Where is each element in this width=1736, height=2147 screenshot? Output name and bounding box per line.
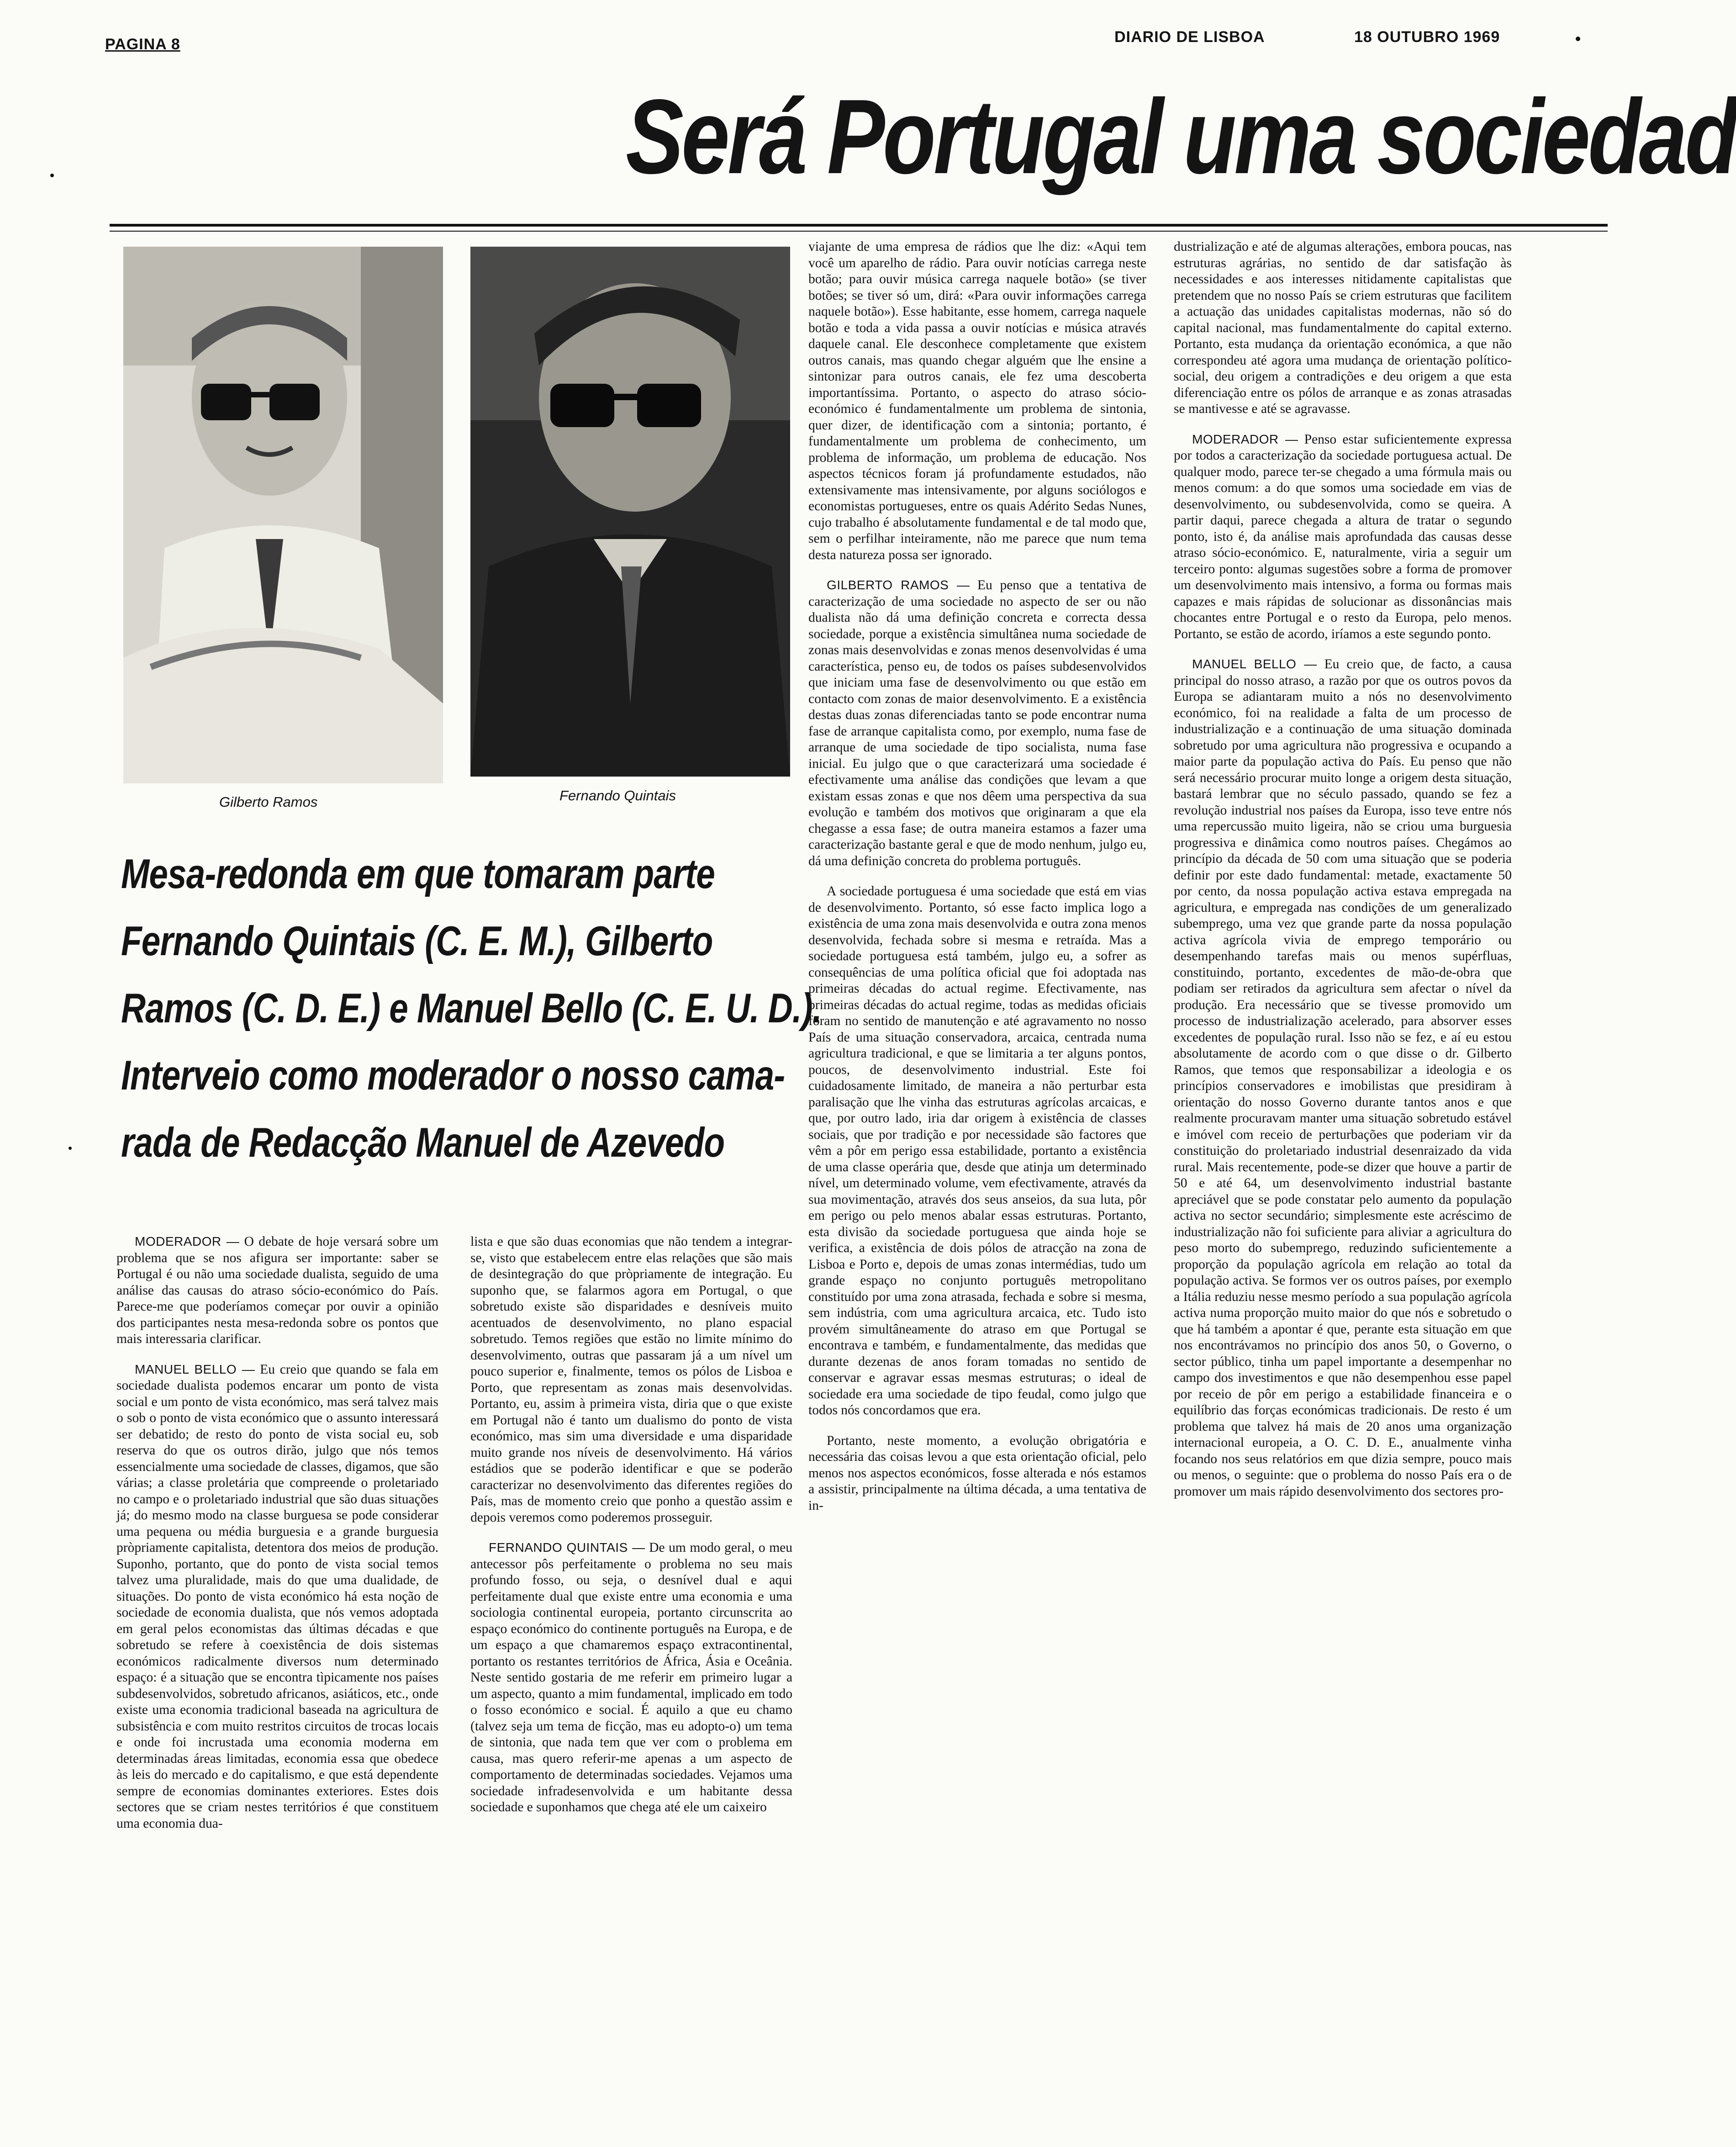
paragraph-text: viajante de uma empresa de rádios que lhe diz: «Aqui tem você um aparelho de rádio. Para ouvir notícias carrega neste botão; para ouvir música carrega naquele botão» (se tiver botões; se tiver só um, dirá: «Para ouvir informações carrega naquele botão»). Esse habitante, esse homem, carrega naquele botão e toda a vida passa a ouvir notícias e música através daquele canal. Ele desconhece completamente que existem outros canais, mas quando chegar alguém que lhe ensine a sintonizar para outros canais, ele fez uma descoberta importantíssima. Portanto, o aspecto do atraso sócio-económico é fundamentalmente um problema de sintonia, quer dizer, de identificação com a sintonia; portanto, é fundamentalmente um problema de conhecimento, um problema de informação, um problema de educação. Nos aspectos técnicos foram já profundamente estudados, não extensivamente mas intensivamente, por alguns sociólogos e economistas portugueses, entre os quais Adérito Sedas Nunes, cujo trabalho é absolutamente fundamental e de tal modo que, sem o perfilhar inteiramente, não me parece que num tema desta natureza possa ser ignorado. <box>808 239 1146 562</box>
speaker-label: MANUEL BELLO — <box>135 1362 255 1376</box>
paragraph-text: Eu penso que a tentativa de caracterização de uma sociedade no aspecto de ser ou não dualista não dá uma definição concreta e correcta dessa sociedade, porque a existência simultânea numa sociedade de zonas mais desenvolvidas e zonas menos desenvolvidas é uma característica, penso eu, de todos os países subdesenvolvidos que iniciam uma fase de desenvolvimento ou que estão em contacto com zonas de maior desenvolvimento. E a existência destas duas zonas diferenciadas tanto se pode encontrar numa fase de arranque capitalista como, por exemplo, numa fase de arranque de uma sociedade de tipo socialista, numa fase inicial. Eu julgo que o que caracterizará uma sociedade é efectivamente uma análise das condições que levam a que existam essas zonas e que nos dêem uma perspectiva da sua evolução e também dos motivos que originaram a que ela chegasse a essa fase; de outra maneira estamos a fazer uma caracterização bastante geral e que de modo nenhum, julgo eu, dá uma definição concreta do problema português. <box>808 578 1146 868</box>
paragraph <box>1174 656 1512 1500</box>
article-column-1 <box>116 1233 438 2138</box>
heading-rule <box>110 224 1608 227</box>
paragraph <box>808 577 1146 869</box>
headline <box>626 69 1736 206</box>
paragraph-text: dustrialização e até de algumas alterações, embora poucas, nas estruturas agrárias, no sentido de dar satisfação às necessidades e aos interesses nitidamente capitalistas que pretendem que no nosso País se criem estruturas que facilitem a actuação das unidades capitalistas modernas, não só do capital nacional, mas fundamentalmente do capital externo. Portanto, esta mudança da orientação económica, a que não correspondeu até agora uma mudança de orientação político-social, deu origem a contradições e deu origem a que esta diferenciação entre os pólos de arranque e as zonas atrasadas se mantivesse e até se agravasse. <box>1174 239 1512 416</box>
intro-line: rada de Redacção Manuel de Azevedo <box>121 1120 725 1166</box>
paragraph-text: Penso estar suficientemente expressa por todos a caracterização da sociedade portuguesa actual. De qualquer modo, parece ter-se chegado a uma fórmula mais ou menos comum: a do que somos uma sociedade em vias de desenvolvimento, ou subdesenvolvida, como se queira. A partir daqui, parece chegada a altura de tratar o segundo ponto, isto é, da análise mais aprofundada das causas desse atraso sócio-económico. E, naturalmente, viria a seguir um terceiro ponto: algumas sugestões sobre a forma de promover um desenvolvimento mais intensivo, a forma ou formas mais capazes e mais rápidas de solucionar as dissonâncias mais chocantes entre Portugal e o resto da Europa, pelo menos. Portanto, se estão de acordo, iríamos a este segundo ponto. <box>1174 432 1512 641</box>
paragraph-text: A sociedade portuguesa é uma sociedade que está em vias de desenvolvimento. Portanto, só esse facto implica logo a existência de uma zona mais desenvolvida e outra zona menos desenvolvida, fechada sobre si mesma e retraída. Mas a sociedade portuguesa está também, julgo eu, a sofrer as consequências de uma política oficial que foi adoptada nas primeiras décadas do actual regime. Efectivamente, nas primeiras décadas do actual regime, todas as medidas oficiais foram no sentido de manutenção e até agravamento no nosso País de uma situação conservadora, arcaica, centrada numa agricultura tradicional, e que se limitaria a ter alguns pontos, poucos, de desenvolvimento industrial. Este foi cuidadosamente limitado, de maneira a não perturbar esta paralisação que lhe vinha das estruturas agrícolas arcaicas, e que, por outro lado, iria dar origem à existência de classes sociais, que por tradição e por necessidade são factores que vêm a pôr em perigo essa estabilidade, portanto a existência de uma classe operária que, desde que atinja um determinado nível, um determinado volume, vem efectivamente, através da sua movimentação, através dos seus anseios, da sua luta, pôr em perigo ou pelo menos abalar essas estruturas. Portanto, esta divisão da sociedade portuguesa que ainda hoje se verifica, a existência de dois pólos de atracção na zona de Lisboa e Porto e, depois de umas zonas intermédias, tudo um grande espaço no conjunto português metropolitano constituído por uma zona atrasada, fechada e sobre si mesma, sem indústria, com uma agricultura arcaica, etc. Tudo isto provém simultâneamente do atraso em que Portugal se encontrava e também, e fundamentalmente, das medidas que durante dezenas de anos foram tomadas no sentido de conservar e agravar essas mesmas estruturas; o ideal de sociedade era uma sociedade de tipo feudal, como julgo que todos nós concordamos que era. <box>808 884 1146 1417</box>
headline-text: Será Portugal uma sociedad <box>626 78 1736 196</box>
intro-line: Mesa-redonda em que tomaram parte <box>121 851 715 897</box>
paragraph-text: De um modo geral, o meu antecessor pôs perfeitamente o problema no seu mais profundo fosso, ou seja, o desnível dual e aqui perfeitamente dual que existe entre uma economia e uma sociologia continental europeia, portanto circunscrita ao espaço económico do continente português na Europa, e de um espaço a que chamaremos espaço extracontinental, portanto os restantes territórios de África, Ásia e Oceânia. Neste sentido gostaria de me referir em primeiro lugar a um aspecto, quanto a mim fundamental, implicado em todo o fosso económico e social. É aquilo a que eu chamo (talvez seja um tema de ficção, mas eu adopto-o) um tema de sintonia, que nada tem que ver com o problema em causa, mas quero referir-me apenas a um aspecto de comportamento de determinadas sociedades. Vejamos uma sociedade infradesenvolvida e um habitante dessa sociedade e suponhamos que chega até ele um caixeiro <box>470 1540 792 1814</box>
paragraph <box>808 238 1146 563</box>
portrait-photo-fernando-quintais <box>470 247 790 777</box>
photo-caption-left: Gilberto Ramos <box>219 794 318 810</box>
portrait-photo-gilberto-ramos <box>123 247 443 783</box>
newspaper-name: DIARIO DE LISBOA <box>1114 28 1265 46</box>
page-number: PAGINA 8 <box>105 36 180 53</box>
speaker-label: FERNANDO QUINTAIS — <box>489 1540 645 1555</box>
intro-line: Fernando Quintais (C. E. M.), Gilberto <box>121 918 713 964</box>
paragraph <box>116 1361 438 1832</box>
print-speck <box>69 1147 72 1150</box>
article-column-3 <box>808 238 1146 2139</box>
speaker-label: GILBERTO RAMOS — <box>827 578 970 592</box>
intro-subheading <box>121 841 822 1176</box>
paragraph <box>116 1233 438 1348</box>
paragraph <box>808 1433 1146 1514</box>
article-column-2 <box>470 1233 792 2138</box>
paragraph <box>1174 238 1512 418</box>
intro-line: Interveio como moderador o nosso cama- <box>121 1052 785 1099</box>
paragraph <box>808 883 1146 1419</box>
speaker-label: MODERADOR — <box>135 1234 240 1248</box>
paragraph <box>470 1233 792 1526</box>
speaker-label: MANUEL BELLO — <box>1192 657 1317 671</box>
heading-rule-thin <box>110 231 1608 232</box>
speaker-label: MODERADOR — <box>1192 432 1298 446</box>
portrait-image <box>123 247 443 783</box>
paragraph <box>470 1539 792 1816</box>
paragraph <box>1174 431 1512 643</box>
intro-line: Ramos (C. D. E.) e Manuel Bello (C. E. U. D.). <box>121 985 822 1031</box>
photo-caption-right: Fernando Quintais <box>559 788 676 804</box>
issue-date: 18 OUTUBRO 1969 <box>1354 28 1500 46</box>
article-column-4 <box>1174 238 1512 2139</box>
paragraph-text: Eu creio que, de facto, a causa principal do nosso atraso, a razão por que os outros povos da Europa se adiantaram muito a nós no desenvolvimento económico, foi na realidade a falta de um processo de industrialização e a continuação de uma situação dominada sobretudo por uma agricultura não progressiva e ocupando a maior parte da população activa do País. Eu penso que não será necessário procurar muito longe a origem desta situação, bastará lembrar que no século passado, quando se fez a revolução industrial nos países da Europa, isso teve entre nós uma repercussão muito ligeira, não se criou uma burguesia progressiva e dinâmica como noutros países. Chegámos ao princípio da década de 50 com uma situação que se poderia definir por este dado fundamental: metade, exactamente 50 por cento, da nossa população activa estava empregada na agricultura, e empregada nas condições de um generalizado subemprego, uma vez que grande parte da nossa população activa agrícola vivia de emprego temporário ou desempenhando tarefas mais ou menos supérfluas, constituindo, portanto, excedentes de mão-de-obra que podiam ser retirados da agricultura sem afectar o nível da produção. Era necessário que se tivesse promovido um processo de industrialização acelerado, para absorver esses excedentes de população rural. Isso não se fez, e aí eu estou absolutamente de acordo com o que disse o dr. Gilberto Ramos, que temos que responsabilizar a ideologia e os princípios conservadores e imobilistas que presidiram à orientação do nosso Governo durante tantos anos e que realmente procuravam manter uma situação sobretudo estável e imóvel com receio de perturbações que poderiam vir da constituição do proletariado industrial desenraizado da vida rural. Mais recentemente, pode-se dizer que houve a partir de 50 e até 64, um desenvolvimento industrial bastante apreciável que se pode constatar pelo aumento da população activa no sector secundário; simplesmente este acréscimo de industrialização não foi suficiente para aliviar a agricultura do peso morto do subemprego, reduzindo suficientemente a proporção da população agrícola em relação ao total da população activa. Se formos ver os outros países, por exemplo a Itália reduziu nesse mesmo período a sua população agrícola activa numa proporção muito maior do que nós e sobretudo o que há também a apontar é que, perante esta situação em que nos encontrávamos no princípio dos anos 50, o Governo, o sector público, tinha um papel importante a desempenhar no campo dos investimentos e que não desempenhou esse papel por receio de pôr em perigo a estabilidade financeira e o equilíbrio das forças económicas tradicionais. De resto é um problema que talvez há mais de 20 anos uma organização internacional europeia, a O. C. D. E., anualmente vinha focando nos seus relatórios em que dizia sempre, pouco mais ou menos, o seguinte: que o problema do nosso País era o de promover um mais rápido desenvolvimento dos sectores pro- <box>1174 657 1512 1499</box>
paragraph-text: O debate de hoje versará sobre um problema que se nos afigura ser importante: saber se Portugal é ou não uma sociedade dualista, seguido de uma análise das causas do atraso sócio-económico do País. Parece-me que poderíamos começar por ouvir a opinião dos participantes nesta mesa-redonda sobre os pontos que mais interessaria clarificar. <box>116 1234 438 1346</box>
paragraph-text: Eu creio que quando se fala em sociedade dualista podemos encarar um ponto de vista social e um ponto de vista económico, mas será talvez mais o sob o ponto de vista económico que o assunto interessará ser debatido; de resto do ponto de vista social eu, sob reserva do que os outros dirão, julgo que nós temos essencialmente uma sociedade de classes, digamos, que são várias; a classe proletária que compreende o proletariado no campo e o proletariado industrial que são duas situações já; do mesmo modo na classe burguesa se pode considerar uma pequena ou média burguesia e a grande burguesia pròpriamente capitalista, detentora dos meios de produção. Suponho, portanto, que do ponto de vista social temos talvez uma pluralidade, mais do que uma dualidade, de situações. Do ponto de vista económico há esta noção de sociedade de economia dualista, que nós vemos adoptada em geral pelos economistas das últimas décadas e que sobretudo se refere à coexistência de dois sistemas económicos radicalmente diversos num determinado espaço: é a situação que se encontra tìpicamente nos países subdesenvolvidos, sobretudo africanos, asiáticos, etc., onde existe uma economia tradicional baseada na agricultura de subsistência e com muito restritos circuitos de trocas locais e onde foi incrustada uma economia moderna em determinadas áreas limitadas, economia essa que obedece às leis do mercado e do capitalismo, e que está dependente sempre de economias dominantes exteriores. Estes dois sectores que se criam nestes territórios é que constituem uma economia dua- <box>116 1362 439 1831</box>
paragraph-text: Portanto, neste momento, a evolução obrigatória e necessária das coisas levou a que esta orientação oficial, pelo menos nos aspectos económicos, fosse alterada e nós estamos a assistir, principalmente na última década, a uma tentativa de in- <box>808 1433 1146 1513</box>
portrait-image <box>470 247 790 777</box>
paragraph-text: lista e que são duas economias que não tendem a integrar-se, visto que estabelecem entre elas relações que são mais de desintegração do que pròpriamente de integração. Eu suponho que, se falarmos agora em Portugal, o que sobretudo existe são disparidades e desníveis muito acentuados de desenvolvimento, no plano espacial sobretudo. Temos regiões que estão no limite mínimo do desenvolvimento, outras que passaram já a um nível um pouco superior e, finalmente, temos os pólos de Lisboa e Porto, que representam as zonas mais desenvolvidas. Portanto, eu, assim à primeira vista, diria que o que existe em Portugal não é tanto um dualismo do ponto de vista económico, mas sim uma diversidade e uma disparidade muito grande nos níveis de desenvolvimento. Há vários estádios que se poderão identificar e que se poderão caracterizar no desenvolvimento das diferentes regiões do País, mas de momento creio que ponho a questão assim e depois veremos como poderemos prosseguir. <box>470 1234 792 1525</box>
print-speck <box>50 174 54 177</box>
print-speck <box>1576 37 1580 41</box>
